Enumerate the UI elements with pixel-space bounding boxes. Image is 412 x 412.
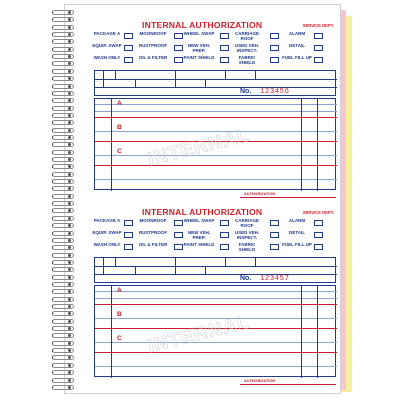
binding-hole [68,173,71,176]
option-label: RUSTPROOF [138,230,168,235]
row-label-c: C [117,335,122,342]
option-label: PAINT SHIELD [183,55,215,60]
option-label: USED VEH. INSPECT. [234,43,260,53]
option-label: WASH ONLY [93,242,121,247]
binding-hole [68,298,71,301]
authorization-label: AUTHORIZATION [244,379,276,383]
service-dept-label: SERVICE DEPT. [302,23,334,28]
binding-hole [68,158,71,161]
internal-watermark: INTERNAL [145,124,252,171]
option-label: PACKAGE A [93,31,121,36]
option-label: WHEEL SWAP [183,31,215,36]
option-checkbox[interactable] [314,220,323,226]
binding-hole [68,85,71,88]
form-title: INTERNAL AUTHORIZATION [142,20,263,30]
service-dept-label: SERVICE DEPT. [302,210,334,215]
option-checkbox[interactable] [314,33,323,39]
binding-hole [68,320,71,323]
binding-hole [68,11,71,14]
form-number: 123457 [260,275,290,283]
option-label: EQUIP. SWAP [92,43,122,48]
binding-hole [68,129,71,132]
option-checkbox[interactable] [270,45,279,51]
internal-watermark: INTERNAL [145,311,252,358]
option-checkbox[interactable] [124,220,133,226]
option-label: OIL & FILTER [138,55,168,60]
option-label: NEW VEH. PREP. [187,43,211,53]
option-label: CARRIAGE ROOF [234,31,259,41]
option-checkbox[interactable] [314,232,323,238]
option-checkbox[interactable] [270,220,279,226]
binding-hole [68,261,71,264]
authorization-label: AUTHORIZATION [244,192,276,196]
option-checkbox[interactable] [124,33,133,39]
info-grid [94,70,336,96]
row-label-a: A [117,100,122,107]
option-label: DETAIL [289,230,305,235]
binding-hole [68,364,71,367]
work-area [94,285,336,377]
binding-hole [68,386,71,389]
option-checkbox[interactable] [314,244,323,250]
binding-hole [68,92,71,95]
option-label: PACKAGE A [93,218,121,223]
binding-hole [68,342,71,345]
binding-hole [68,232,71,235]
row-label-b: B [117,311,122,318]
number-label: No. [240,275,252,282]
option-checkbox[interactable] [270,33,279,39]
authorization-form-2 [94,205,336,393]
option-label: FABRIC SHIELD [238,242,256,252]
binding-hole [68,283,71,286]
option-checkbox[interactable] [124,244,133,250]
binding-hole [68,254,71,257]
form-number: 123456 [260,88,290,96]
authorization-line [240,197,336,198]
binding-hole [68,114,71,117]
binding-hole [68,217,71,220]
option-label: USED VEH. INSPECT. [234,230,260,240]
option-checkbox[interactable] [220,33,229,39]
option-label: WASH ONLY [93,55,121,60]
option-label: ALARM [288,31,306,36]
option-label: MOONROOF [139,218,167,223]
option-label: ALARM [288,218,306,223]
option-checkbox[interactable] [220,57,229,63]
binding-hole [68,305,71,308]
option-checkbox[interactable] [124,57,133,63]
option-label: RUSTPROOF [138,43,168,48]
binding-hole [68,239,71,242]
binding-hole [68,26,71,29]
binding-hole [68,48,71,51]
option-label: CARRIAGE ROOF [234,218,259,228]
row-label-c: C [117,148,122,155]
spiral-binding [52,10,76,394]
option-checkbox[interactable] [220,220,229,226]
info-grid [94,257,336,283]
binding-hole [68,195,71,198]
option-label: FUEL FILL UP [282,55,312,60]
option-label: MOONROOF [139,31,167,36]
work-area [94,98,336,190]
option-label: EQUIP. SWAP [92,230,122,235]
option-checkbox[interactable] [124,45,133,51]
option-checkbox[interactable] [314,57,323,63]
option-checkbox[interactable] [124,232,133,238]
option-checkbox[interactable] [314,45,323,51]
form-title: INTERNAL AUTHORIZATION [142,207,263,217]
binding-hole [68,70,71,73]
binding-hole [68,379,71,382]
row-label-b: B [117,124,122,131]
authorization-line [240,384,336,385]
option-label: DETAIL [289,43,305,48]
option-checkbox[interactable] [220,244,229,250]
option-checkbox[interactable] [270,57,279,63]
option-label: FABRIC SHIELD [238,55,256,65]
number-label: No. [240,88,252,95]
option-label: NEW VEH. PREP. [187,230,211,240]
binding-hole [68,107,71,110]
option-checkbox[interactable] [220,232,229,238]
option-label: FUEL FILL UP [282,242,312,247]
option-checkbox[interactable] [270,244,279,250]
option-checkbox[interactable] [220,45,229,51]
option-label: WHEEL SWAP [183,218,215,223]
row-label-a: A [117,287,122,294]
binding-hole [68,136,71,139]
binding-hole [68,276,71,279]
authorization-form-1 [94,18,336,206]
option-label: OIL & FILTER [138,242,168,247]
option-checkbox[interactable] [270,232,279,238]
option-label: PAINT SHIELD [183,242,215,247]
binding-hole [68,151,71,154]
